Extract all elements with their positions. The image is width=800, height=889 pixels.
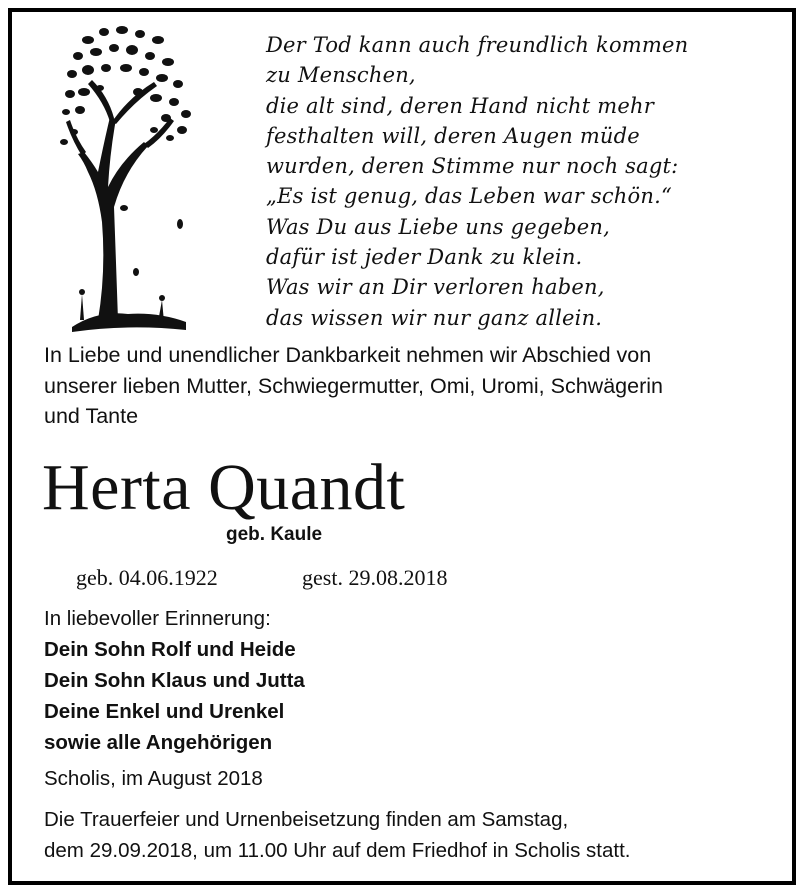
service-line: dem 29.09.2018, um 11.00 Uhr auf dem Friedhof in Scholis statt. [44, 839, 631, 862]
intro-line: unserer lieben Mutter, Schwiegermutter, Omi, Uromi, Schwägerin [44, 373, 663, 398]
poem-line: wurden, deren Stimme nur noch sagt: [266, 154, 679, 179]
poem-line: das wissen wir nur ganz allein. [266, 305, 603, 330]
deceased-name: Herta Quandt [42, 451, 406, 524]
farewell-intro [44, 340, 764, 432]
poem-line: Was wir an Dir verloren haben, [266, 275, 605, 300]
tree-icon [58, 22, 198, 342]
mourner-line: Dein Sohn Klaus und Jutta [44, 669, 305, 692]
poem-line: zu Menschen, [266, 63, 416, 88]
service-notice [44, 804, 764, 866]
poem-line: „Es ist genug, das Leben war schön.“ [266, 184, 672, 209]
service-line: Die Trauerfeier und Urnenbeisetzung finden am Samstag, [44, 808, 569, 831]
poem-line: Der Tod kann auch freundlich kommen [266, 33, 689, 57]
mourner-line: Deine Enkel und Urenkel [44, 700, 285, 723]
mourner-line: Dein Sohn Rolf und Heide [44, 638, 296, 661]
poem [266, 30, 766, 333]
mourner-line: sowie alle Angehörigen [44, 731, 273, 754]
place-date: Scholis, im August 2018 [44, 767, 263, 790]
mourners-heading: In liebevoller Erinnerung: [44, 607, 271, 630]
poem-line: dafür ist jeder Dank zu klein. [266, 245, 583, 270]
intro-line: und Tante [44, 404, 139, 428]
poem-line: die alt sind, deren Hand nicht mehr [266, 93, 654, 118]
maiden-name: geb. Kaule [226, 524, 323, 545]
mourners-list [44, 634, 305, 758]
poem-line: festhalten will, deren Augen müde [266, 123, 640, 148]
intro-line: In Liebe und unendlicher Dankbarkeit nehmen wir Abschied von [44, 343, 652, 367]
poem-line: Was Du aus Liebe uns gegeben, [266, 214, 611, 239]
birth-date: geb. 04.06.1922 [76, 565, 218, 590]
death-date: gest. 29.08.2018 [302, 565, 448, 590]
